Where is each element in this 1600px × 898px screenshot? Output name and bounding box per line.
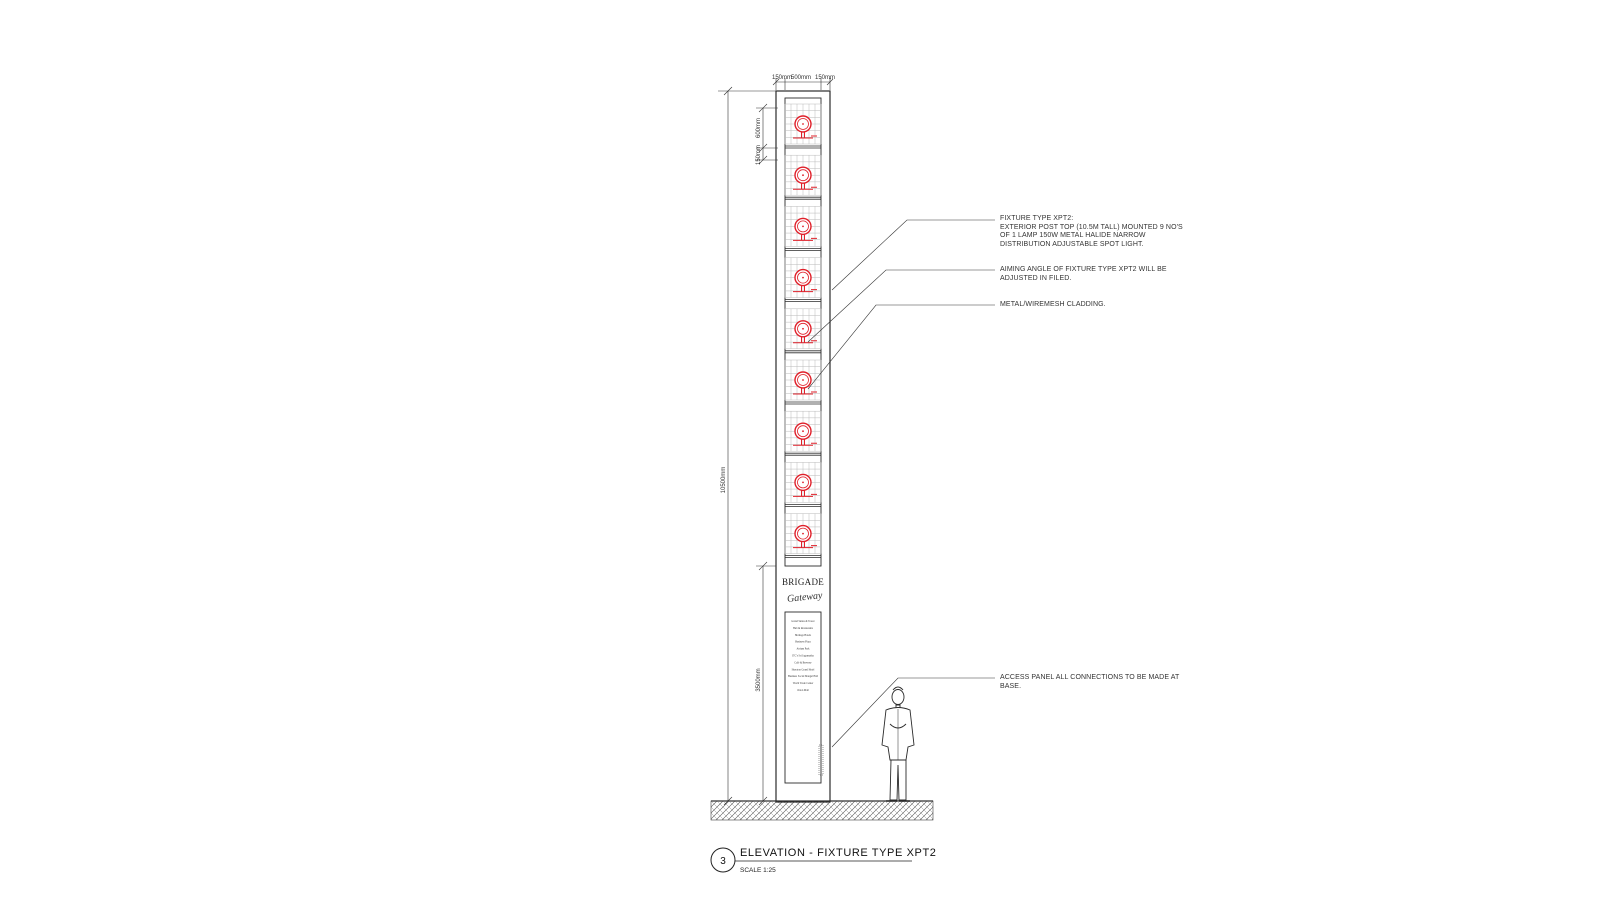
drawing-scale: SCALE 1:25 bbox=[740, 867, 776, 874]
directory-item: Business Plaza bbox=[795, 640, 811, 644]
light-fixture-panel bbox=[785, 309, 821, 353]
dim-gap: 150mm bbox=[756, 144, 762, 166]
dim-total-height: 10500mm bbox=[721, 466, 727, 494]
leader-lines bbox=[808, 220, 995, 747]
light-fixture-panel bbox=[785, 411, 821, 455]
note-aiming: AIMING ANGLE OF FIXTURE TYPE XPT2 WILL BE ADJUSTED IN FILED. bbox=[1000, 266, 1167, 282]
spot-light-fixture bbox=[793, 372, 817, 394]
light-fixture-panel bbox=[785, 104, 821, 148]
note-cladding: METAL/WIREMESH CLADDING. bbox=[1000, 301, 1106, 308]
spot-light-fixture bbox=[793, 270, 817, 292]
directory-panel bbox=[785, 612, 821, 783]
light-fixture-panel bbox=[785, 360, 821, 404]
human-scale-figure bbox=[882, 687, 914, 801]
brand-logo bbox=[782, 577, 824, 605]
directory-item: Business Social Mangal Hall bbox=[787, 675, 819, 679]
directory-item: Café & Brewery bbox=[794, 661, 812, 665]
spot-light-fixture bbox=[793, 218, 817, 240]
note-access: ACCESS PANEL ALL CONNECTIONS TO BE MADE AT BASE. bbox=[1000, 674, 1180, 690]
brand-line1: BRIGADE bbox=[781, 577, 825, 587]
spot-light-fixture bbox=[793, 526, 817, 548]
directory-item: Heritage Hotels bbox=[794, 633, 812, 637]
spot-light-fixture bbox=[793, 116, 817, 138]
spot-light-fixture bbox=[793, 167, 817, 189]
brand-line2: Gateway bbox=[786, 590, 823, 605]
directory-item: Grand Suites & Tower bbox=[791, 620, 815, 623]
light-fixture-panel bbox=[785, 514, 821, 558]
light-fixture-panel bbox=[785, 462, 821, 506]
directory-item: Atrium Park bbox=[796, 647, 810, 651]
dim-top-left: 150mm bbox=[772, 75, 793, 81]
dim-base-height: 3500mm bbox=[756, 668, 762, 692]
note-fixture: FIXTURE TYPE XPT2: EXTERIOR POST TOP (10.5M TALL) MOUNTED 9 NO'S OF 1 LAMP 150W METAL HALIDE NARROW DISTRIBUTION ADJUSTABLE SPOT LIGHT. bbox=[1000, 215, 1183, 248]
spot-light-fixture bbox=[793, 474, 817, 496]
ground bbox=[711, 801, 933, 820]
dim-top-right: 150mm bbox=[815, 75, 836, 81]
directory-list bbox=[788, 620, 818, 692]
title-number: 3 bbox=[720, 856, 726, 867]
directory-item: Orion Mall bbox=[797, 689, 809, 692]
dim-panel-height: 600mm bbox=[756, 117, 762, 139]
drawing-title: ELEVATION - FIXTURE TYPE XPT2 bbox=[740, 847, 937, 859]
spot-light-fixture bbox=[793, 423, 817, 445]
light-panels bbox=[785, 104, 821, 558]
directory-item: Hub & Restaurants bbox=[793, 626, 813, 630]
directory-item: ITC's Sri Jagannatha bbox=[792, 654, 814, 658]
spot-light-fixture bbox=[793, 321, 817, 343]
dim-top-mid: 500mm bbox=[791, 75, 812, 81]
light-fixture-panel bbox=[785, 258, 821, 302]
directory-item: Sheraton Grand Hotel bbox=[791, 668, 815, 672]
light-fixture-panel bbox=[785, 155, 821, 199]
height-dimension bbox=[718, 87, 778, 805]
directory-item: World Trade Center bbox=[792, 682, 814, 686]
light-fixture-panel bbox=[785, 206, 821, 250]
